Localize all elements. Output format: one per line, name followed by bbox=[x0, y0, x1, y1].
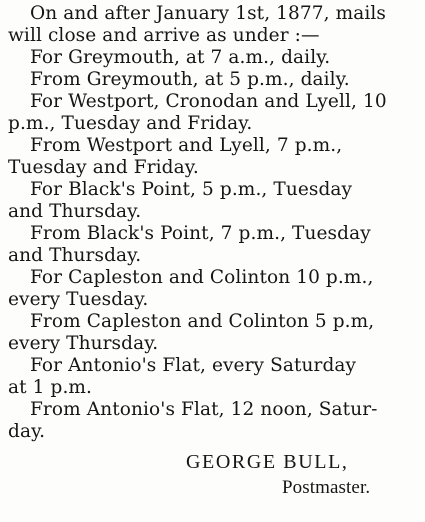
notice-line: For Westport, Cronodan and Lyell, 10 bbox=[30, 91, 387, 112]
notice-line: From Antonio's Flat, 12 noon, Satur- bbox=[30, 399, 378, 420]
notice-line: Tuesday and Friday. bbox=[8, 157, 199, 178]
notice-line: From Westport and Lyell, 7 p.m., bbox=[30, 135, 343, 156]
notice-line: From Black's Point, 7 p.m., Tuesday bbox=[30, 223, 371, 244]
notice-line: For Greymouth, at 7 a.m., daily. bbox=[30, 47, 331, 68]
notice-line: and Thursday. bbox=[8, 245, 142, 266]
notice-line: For Antonio's Flat, every Saturday bbox=[30, 355, 357, 376]
notice-line: will close and arrive as under :— bbox=[8, 25, 320, 46]
notice-line: From Capleston and Colinton 5 p.m, bbox=[30, 311, 375, 332]
signature-name: GEORGE BULL, bbox=[186, 451, 349, 473]
signature-title: Postmaster. bbox=[282, 477, 371, 498]
notice-line: every Tuesday. bbox=[8, 289, 149, 310]
notice-line: at 1 p.m. bbox=[8, 377, 93, 398]
notice-line: For Black's Point, 5 p.m., Tuesday bbox=[30, 179, 353, 200]
notice-line: From Greymouth, at 5 p.m., daily. bbox=[30, 69, 350, 90]
notice-line: p.m., Tuesday and Friday. bbox=[8, 113, 253, 134]
notice-line: For Capleston and Colinton 10 p.m., bbox=[30, 267, 374, 288]
notice-line: every Thursday. bbox=[8, 333, 159, 354]
notice-line: On and after January 1st, 1877, mails bbox=[30, 3, 386, 24]
notice-line: day. bbox=[8, 421, 46, 442]
notice-line: and Thursday. bbox=[8, 201, 142, 222]
